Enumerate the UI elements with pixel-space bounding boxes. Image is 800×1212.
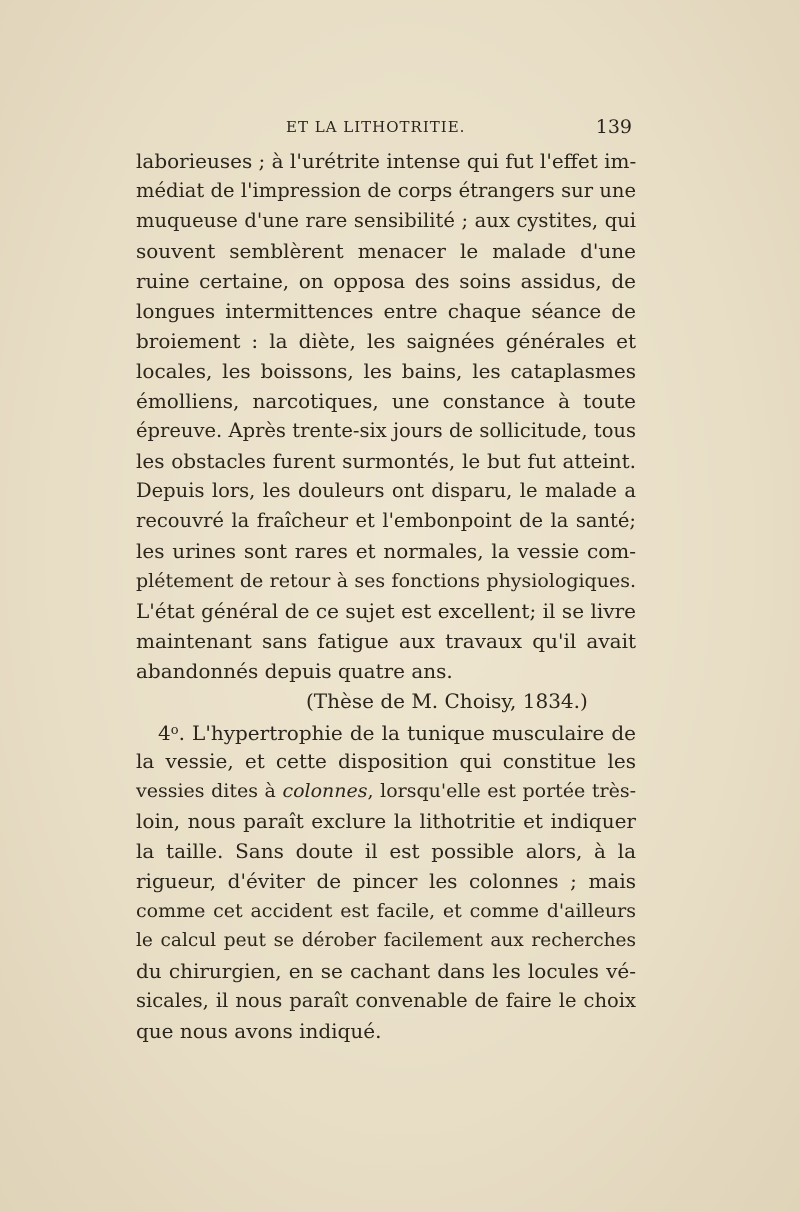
- text-line: muqueuse d'une rare sensibilité ; aux cystites, qui: [136, 209, 636, 232]
- text-line: recouvré la fraîcheur et l'embonpoint de la santé;: [136, 509, 636, 532]
- body-text: [136, 146, 636, 1046]
- text-line: plétement de retour à ses fonctions physiologiques.: [136, 570, 636, 592]
- text-line: locales, les boissons, les bains, les cataplasmes: [136, 359, 636, 383]
- text-fragment: . L'hypertrophie de la tunique musculaire de: [178, 721, 636, 745]
- text-line: médiat de l'impression de corps étrangers sur une: [136, 179, 636, 202]
- text-line: la vessie, et cette disposition qui constitue les: [136, 749, 636, 773]
- text-line: Depuis lors, les douleurs ont disparu, le malade a: [136, 479, 636, 502]
- text-line: abandonnés depuis quatre ans.: [136, 659, 453, 683]
- text-line: ruine certaine, on opposa des soins assidus, de: [136, 269, 636, 293]
- text-line: broiement : la diète, les saignées générales et: [136, 329, 636, 353]
- text-line: longues intermittences entre chaque séance de: [136, 299, 636, 323]
- paragraph-2: [136, 716, 636, 1046]
- text-line: les urines sont rares et normales, la vessie com-: [136, 539, 636, 563]
- text-line: souvent semblèrent menacer le malade d'une: [136, 239, 636, 263]
- page-number: 139: [595, 116, 632, 138]
- text-line: comme cet accident est facile, et comme d'ailleurs: [136, 900, 636, 922]
- text-fragment: , lorsqu'elle est portée très-: [367, 780, 636, 802]
- text-line: les obstacles furent surmontés, le but fut atteint.: [136, 449, 636, 473]
- text-line: la taille. Sans doute il est possible alors, à la: [136, 839, 636, 863]
- text-line: maintenant sans fatigue aux travaux qu'il avait: [136, 629, 636, 653]
- section-number-superscript: o: [170, 723, 179, 738]
- italic-term: colonnes: [282, 780, 368, 802]
- running-title: ET LA LITHOTRITIE.: [286, 118, 466, 136]
- paragraph-1: [136, 146, 636, 686]
- text-fragment: vessies dites à: [136, 780, 283, 802]
- page-header: [136, 112, 636, 142]
- text-line: sicales, il nous paraît convenable de faire le choix: [136, 989, 636, 1012]
- section-number: 4: [158, 721, 171, 745]
- text-line: loin, nous paraît exclure la lithotritie et indiquer: [136, 809, 636, 833]
- text-line: émolliens, narcotiques, une constance à toute: [136, 389, 636, 413]
- text-line: rigueur, d'éviter de pincer les colonnes ; mais: [136, 869, 636, 893]
- text-line: [136, 716, 636, 746]
- text-line: laborieuses ; à l'urétrite intense qui fut l'effet im-: [136, 149, 637, 173]
- text-line: épreuve. Après trente-six jours de sollicitude, tous: [136, 419, 636, 442]
- text-line: le calcul peut se dérober facilement aux recherches: [136, 930, 636, 951]
- text-line: que nous avons indiqué.: [136, 1019, 382, 1043]
- text-line: [136, 776, 636, 806]
- text-line: L'état général de ce sujet est excellent; il se livre: [136, 599, 636, 623]
- text-line: du chirurgien, en se cachant dans les locules vé-: [136, 959, 636, 983]
- citation: (Thèse de M. Choisy, 1834.): [306, 689, 588, 713]
